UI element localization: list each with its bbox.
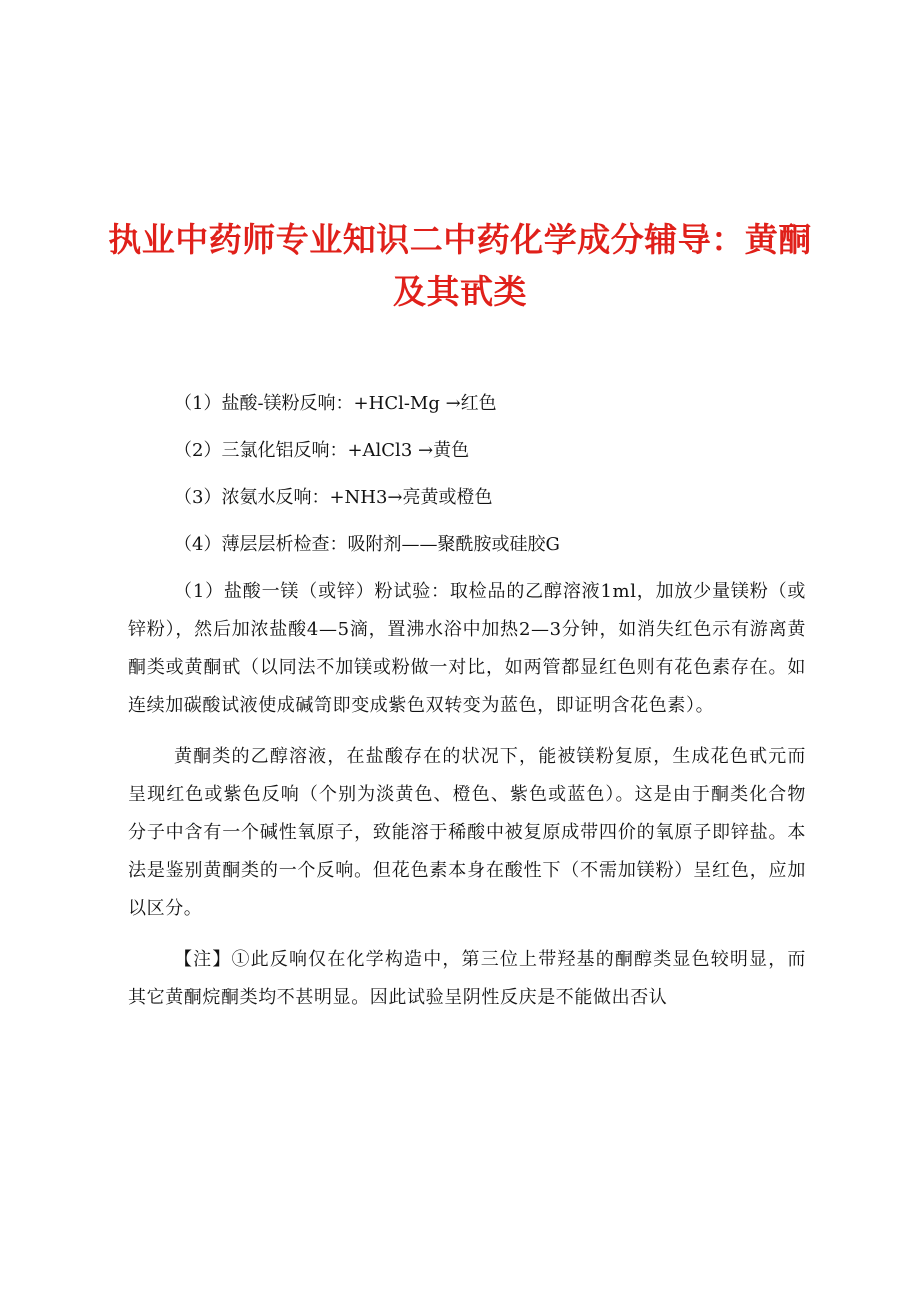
reaction-item-hcl-mg: （1）盐酸-镁粉反响：+HCl-Mg →红色: [174, 393, 497, 414]
reaction-item-tlc: （4）薄层层析检查：吸附剂——聚酰胺或硅胶G: [174, 534, 560, 555]
page-title: 执业中药师专业知识二中药化学成分辅导：黄酮及其甙类: [108, 220, 812, 312]
paragraph-note: 【注】①此反响仅在化学构造中，第三位上带羟基的酮醇类显色较明显，而其它黄酮烷酮类均不甚明显。因此试验呈阴性反庆是不能做出否认: [128, 949, 806, 1008]
reaction-item-nh3: （3）浓氨水反响：+NH3→亮黄或橙色: [174, 487, 493, 508]
reaction-item-alcl3: （2）三氯化铝反响：+AlCl3 →黄色: [174, 440, 470, 461]
paragraph-flavonoid-reduction: 黄酮类的乙醇溶液，在盐酸存在的状况下，能被镁粉复原，生成花色甙元而呈现红色或紫色反响（个别为淡黄色、橙色、紫色或蓝色）。这是由于酮类化合物分子中含有一个碱性氧原子，致能溶于稀酸中被复原成带四价的氧原子即锌盐。本法是鉴别黄酮类的一个反响。但花色素本身在酸性下（不需加镁粉）呈红色，应加以区分。: [128, 746, 806, 919]
paragraph-magnesium-test: （1）盐酸一镁（或锌）粉试验：取检品的乙醇溶液1ml，加放少量镁粉（或锌粉），然后加浓盐酸4—5滴，置沸水浴中加热2—3分钟，如消失红色示有游离黄酮类或黄酮甙（以同法不加镁或粉做一对比，如两管都显红色则有花色素存在。如连续加碳酸试液使成碱笥即变成紫色双转变为蓝色，即证明含花色素）。: [128, 581, 806, 716]
document-body: [128, 385, 806, 1030]
